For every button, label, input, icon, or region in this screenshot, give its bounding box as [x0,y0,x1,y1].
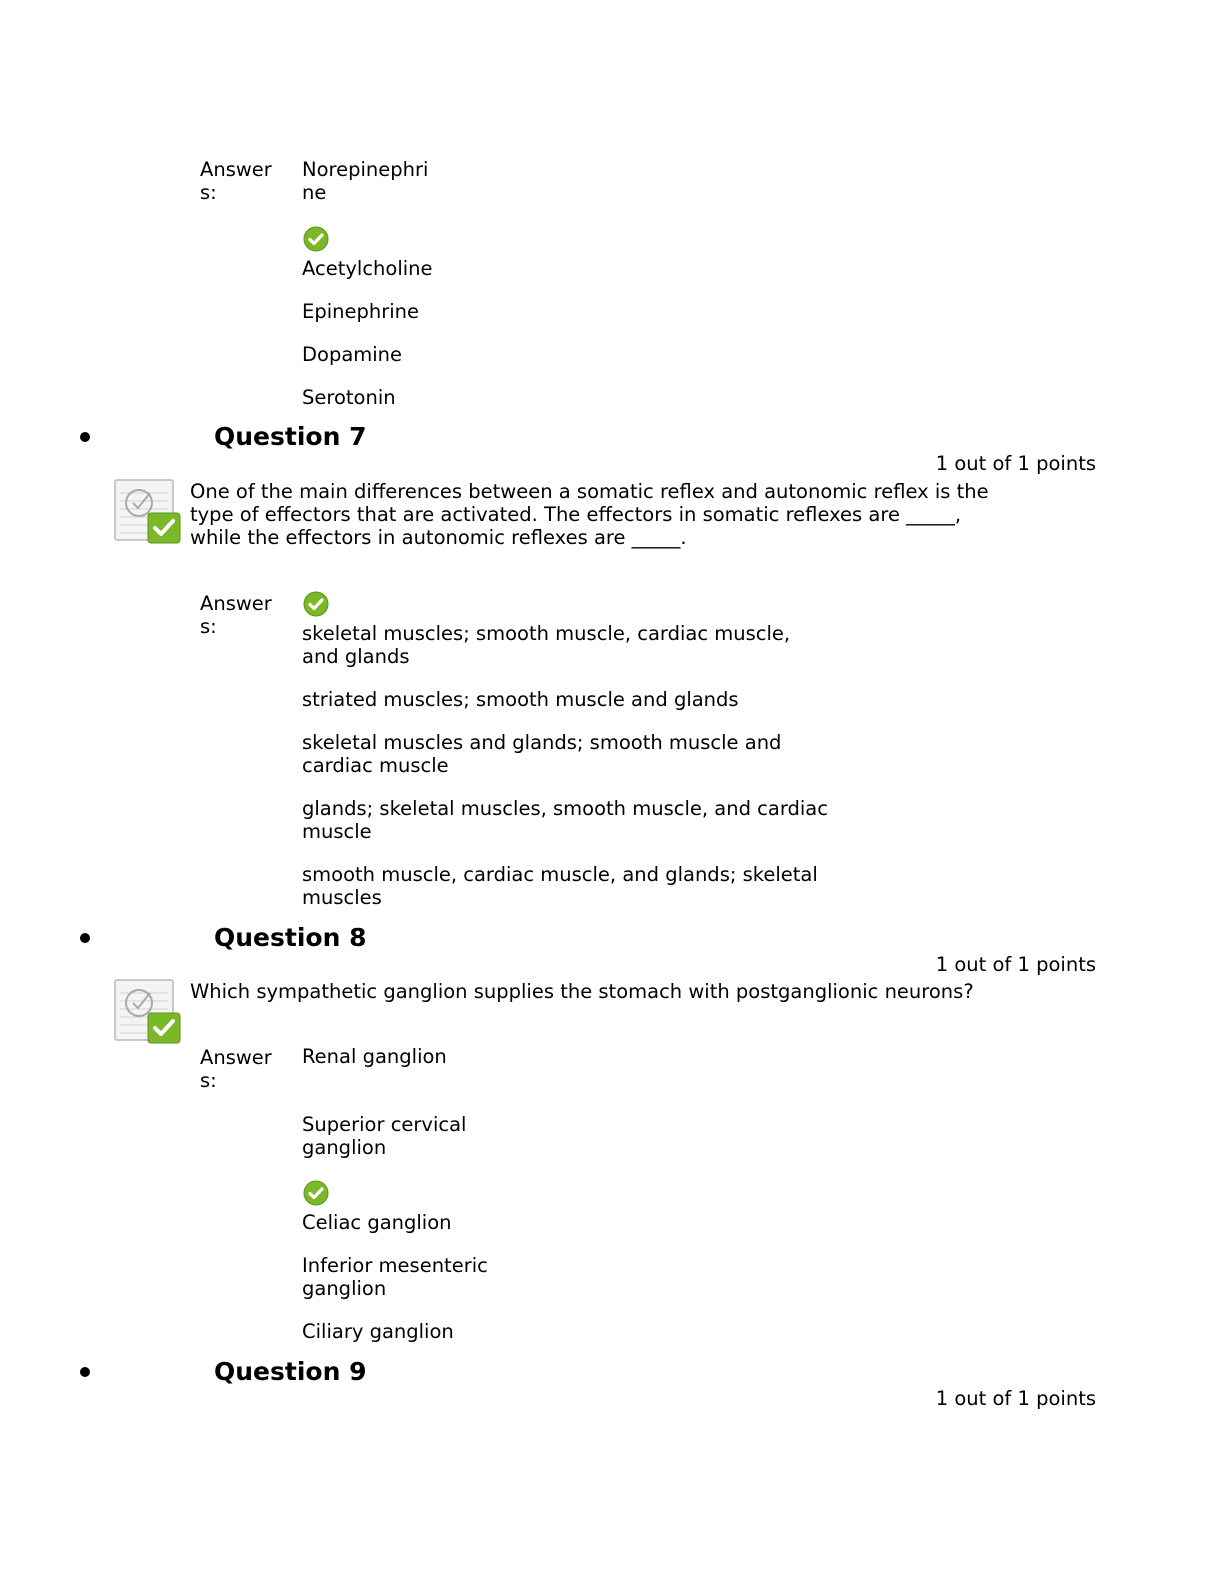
list-bullet [80,933,90,943]
answer-option: striated muscles; smooth muscle and glands [302,688,739,711]
answer-option: Epinephrine [302,300,419,323]
answer-option: Norepinephri ne [302,158,429,204]
answer-option: Inferior mesenteric ganglion [302,1254,488,1300]
list-bullet [80,432,90,442]
check-circle-icon [303,1180,329,1206]
list-bullet [80,1367,90,1377]
question-prompt: One of the main differences between a somatic reflex and autonomic reflex is the type of effectors that are activated. The effectors in somatic reflexes are _____, while the effectors in autonomic reflexes are _____. [190,480,989,549]
graded-document-icon [114,479,182,545]
question-prompt: Which sympathetic ganglion supplies the stomach with postganglionic neurons? [190,980,974,1003]
answers-label: Answer s: [200,592,272,638]
answer-option: Renal ganglion [302,1045,447,1068]
question-points: 1 out of 1 points [935,953,1096,976]
answer-option-correct: skeletal muscles; smooth muscle, cardiac muscle, and glands [302,622,791,668]
question-points: 1 out of 1 points [935,452,1096,475]
question-points: 1 out of 1 points [935,1387,1096,1410]
graded-document-icon [114,979,182,1045]
check-circle-icon [303,226,329,252]
question-title: Question 7 [214,422,367,451]
answers-label: Answer s: [200,158,272,204]
answer-option: Ciliary ganglion [302,1320,454,1343]
check-circle-icon [303,591,329,617]
answer-option-correct: Acetylcholine [302,257,433,280]
question-title: Question 8 [214,923,367,952]
answer-option: Superior cervical ganglion [302,1113,467,1159]
answer-option-correct: Celiac ganglion [302,1211,452,1234]
answer-option: skeletal muscles and glands; smooth muscle and cardiac muscle [302,731,782,777]
answer-option: Serotonin [302,386,396,409]
question-title: Question 9 [214,1357,367,1386]
answer-option: Dopamine [302,343,403,366]
answers-label: Answer s: [200,1046,272,1092]
answer-option: glands; skeletal muscles, smooth muscle, and cardiac muscle [302,797,828,843]
answer-option: smooth muscle, cardiac muscle, and glands; skeletal muscles [302,863,818,909]
